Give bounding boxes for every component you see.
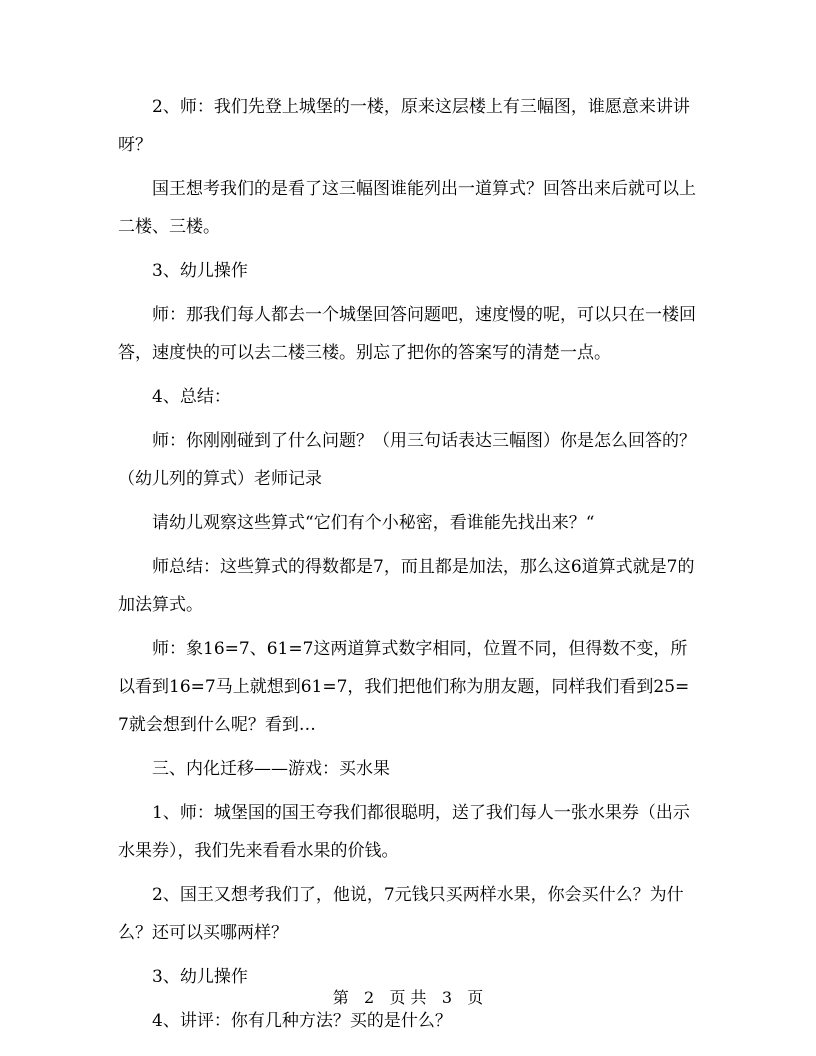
paragraph: 1、师：城堡国的国王夸我们都很聪明，送了我们每人一张水果券（出示水果券），我们先来看看水果的价钱。 [118, 803, 690, 861]
footer-prefix: 第 [332, 988, 349, 1007]
paragraph: 师：那我们每人都去一个城堡回答问题吧，速度慢的呢，可以只在一楼回答，速度快的可以去二楼三楼。别忘了把你的答案写的清楚一点。 [118, 305, 696, 363]
paragraph: 2、师：我们先登上城堡的一楼，原来这层楼上有三幅图，谁愿意来讲讲呀？ [118, 97, 690, 155]
document-body [118, 88, 698, 1040]
paragraph: 2、国王又想考我们了，他说，7元钱只买两样水果，你会买什么？为什么？还可以买哪两样？ [118, 885, 684, 943]
footer-total-pages: 3 [441, 988, 453, 1007]
footer-middle: 页 共 [389, 988, 427, 1007]
paragraph: 3、幼儿操作 [152, 261, 248, 281]
paragraph: 三、内化迁移——游戏：买水果 [152, 759, 390, 779]
paragraph: 师总结：这些算式的得数都是7，而且都是加法，那么这6道算式就是7的加法算式。 [118, 557, 695, 615]
paragraph: 师：象16=7、61=7这两道算式数字相同，位置不同，但得数不变，所以看到16=7马上就想到61=7，我们把他们称为朋友题，同样我们看到25=7就会想到什么呢？看到… [118, 639, 690, 735]
paragraph: 4、总结： [152, 387, 231, 407]
page-footer [0, 986, 816, 1010]
paragraph: 请幼儿观察这些算式“它们有个小秘密，看谁能先找出来？“ [152, 513, 595, 533]
paragraph: 4、讲评：你有几种方法？买的是什么？ [152, 1011, 452, 1031]
paragraph: 师：你刚刚碰到了什么问题？（用三句话表达三幅图）你是怎么回答的？（幼儿列的算式）老师记录 [118, 431, 696, 489]
footer-suffix: 页 [467, 988, 484, 1007]
paragraph: 3、幼儿操作 [152, 967, 248, 987]
paragraph: 国王想考我们的是看了这三幅图谁能列出一道算式？回答出来后就可以上二楼、三楼。 [118, 179, 696, 237]
footer-current-page: 2 [363, 988, 375, 1007]
